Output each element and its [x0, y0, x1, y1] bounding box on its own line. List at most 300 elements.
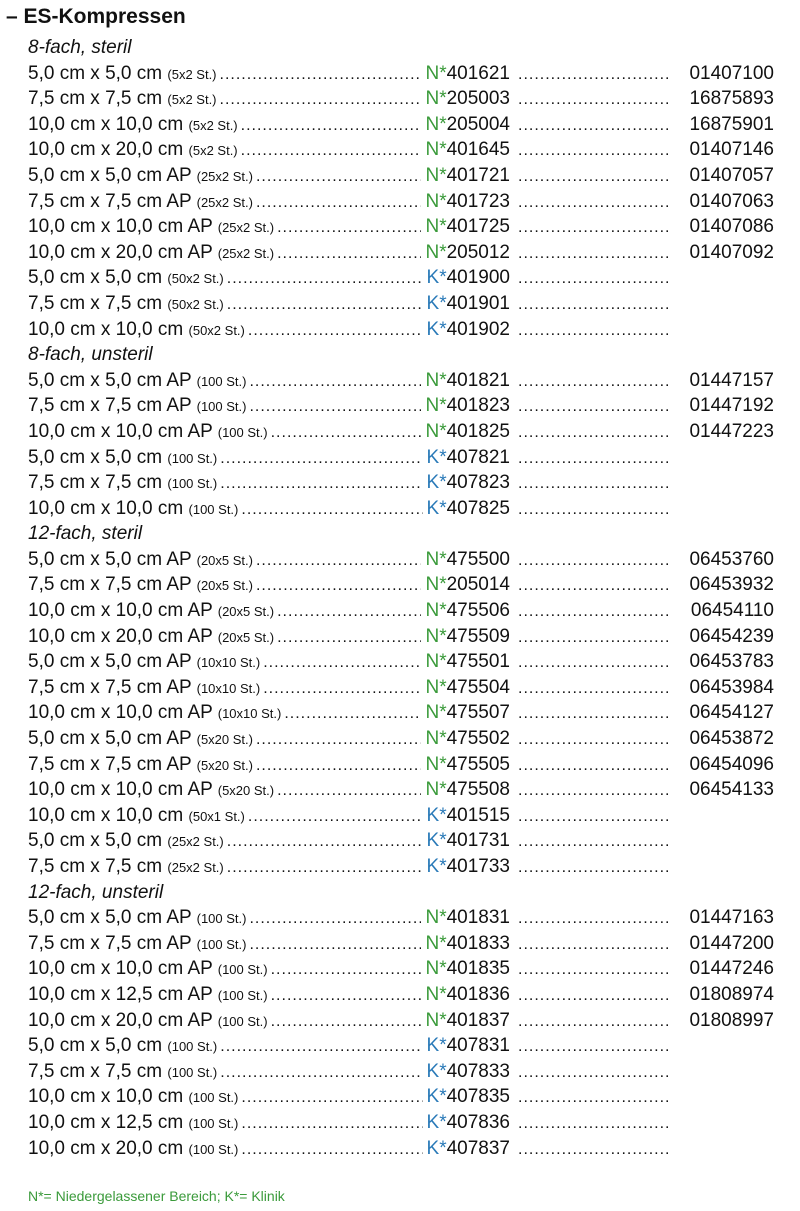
product-size: 10,0 cm x 10,0 cm	[28, 318, 184, 340]
pzn-number: 01407057	[689, 164, 774, 186]
article-prefix: N*	[425, 1009, 447, 1031]
article-prefix: K*	[426, 1111, 447, 1133]
product-description	[28, 240, 274, 267]
article-code	[425, 624, 510, 650]
product-size: 5,0 cm x 5,0 cm AP	[28, 651, 192, 673]
dot-leader	[249, 932, 421, 958]
pack-quantity: (100 St.)	[196, 911, 247, 927]
article-prefix: N*	[425, 369, 447, 391]
article-prefix: K*	[426, 830, 447, 852]
dot-leader	[248, 318, 423, 344]
article-number: 401725	[446, 216, 510, 238]
article-code	[425, 752, 510, 778]
product-description	[28, 445, 217, 472]
article-prefix: N*	[425, 574, 447, 596]
product-size: 7,5 cm x 7,5 cm	[28, 856, 163, 877]
product-size: 10,0 cm x 12,5 cm AP	[28, 983, 213, 1005]
article-number: 401900	[446, 267, 510, 289]
legend-footnote: N*= Niedergelassener Bereich; K*= Klinik	[28, 1188, 285, 1204]
article-number: 401902	[446, 318, 510, 340]
dot-leader	[220, 471, 422, 497]
pack-quantity: (100 St.)	[217, 424, 268, 440]
article-number: 475506	[446, 600, 510, 622]
product-size: 5,0 cm x 5,0 cm	[28, 1035, 163, 1057]
article-code	[425, 700, 510, 726]
dot-leader	[220, 1034, 422, 1060]
product-size: 7,5 cm x 7,5 cm	[28, 88, 163, 110]
product-size: 5,0 cm x 5,0 cm AP	[28, 548, 192, 570]
product-description	[28, 624, 274, 651]
pack-quantity: (25x2 St.)	[196, 168, 253, 184]
article-prefix: N*	[425, 113, 447, 135]
product-row	[28, 1084, 774, 1110]
article-prefix: N*	[425, 779, 447, 801]
article-code	[425, 905, 510, 931]
dot-leader	[518, 113, 670, 139]
product-description	[28, 547, 253, 574]
dot-leader	[277, 625, 421, 651]
product-row	[28, 624, 774, 650]
product-size: 5,0 cm x 5,0 cm AP	[28, 369, 192, 391]
dot-leader	[227, 292, 423, 318]
article-number: 475504	[446, 676, 510, 698]
article-number: 401836	[446, 983, 510, 1005]
product-description	[28, 1084, 238, 1111]
pzn-number: 16875901	[689, 113, 774, 135]
product-row	[28, 470, 774, 496]
product-description	[28, 854, 224, 881]
article-code	[425, 86, 510, 112]
article-number: 401837	[446, 1009, 510, 1031]
product-size: 7,5 cm x 7,5 cm AP	[28, 190, 192, 212]
article-number: 205003	[446, 88, 510, 110]
article-code	[425, 419, 510, 445]
product-size: 5,0 cm x 5,0 cm AP	[28, 907, 192, 929]
article-number: 475508	[446, 779, 510, 801]
dot-leader	[518, 266, 670, 292]
article-number: 401515	[446, 804, 510, 826]
product-row	[28, 137, 774, 163]
article-number: 407831	[446, 1035, 510, 1057]
product-description	[28, 649, 260, 676]
dot-leader	[256, 753, 422, 779]
product-row	[28, 752, 774, 778]
dot-leader	[518, 548, 670, 574]
article-prefix: K*	[426, 267, 447, 289]
product-description	[28, 1136, 238, 1163]
pack-quantity: (20x5 St.)	[196, 552, 253, 568]
pack-quantity: (5x2 St.)	[167, 92, 217, 108]
article-code	[425, 649, 510, 675]
pzn-number: 01447163	[689, 907, 774, 929]
product-row	[28, 675, 774, 701]
article-number: 407836	[446, 1111, 510, 1133]
product-description	[28, 956, 268, 983]
dot-leader	[518, 241, 670, 267]
product-size: 10,0 cm x 10,0 cm AP	[28, 420, 213, 442]
product-size: 7,5 cm x 7,5 cm AP	[28, 753, 192, 775]
article-code	[425, 547, 510, 573]
dot-leader	[227, 266, 423, 292]
article-code	[427, 1110, 510, 1136]
article-prefix: K*	[426, 472, 447, 494]
article-prefix: K*	[426, 804, 447, 826]
article-number: 475501	[446, 651, 510, 673]
pack-quantity: (100 St.)	[196, 399, 247, 415]
article-number: 475505	[446, 753, 510, 775]
pack-quantity: (100 St.)	[188, 501, 239, 517]
product-row	[28, 547, 774, 573]
product-description	[28, 803, 245, 830]
product-row	[28, 445, 774, 471]
product-size: 10,0 cm x 20,0 cm	[28, 139, 184, 161]
article-code	[425, 675, 510, 701]
product-size: 10,0 cm x 10,0 cm	[28, 1086, 184, 1108]
product-row	[28, 368, 774, 394]
pack-quantity: (100 St.)	[167, 450, 218, 466]
article-number: 407837	[446, 1137, 510, 1159]
pack-quantity: (100 St.)	[196, 373, 247, 389]
article-number: 401823	[446, 395, 510, 417]
pack-quantity: (100 St.)	[167, 1064, 218, 1080]
article-code	[425, 1008, 510, 1034]
product-description	[28, 1059, 217, 1086]
product-list	[28, 35, 774, 1161]
dot-leader	[271, 420, 422, 446]
article-prefix: N*	[425, 676, 447, 698]
dot-leader	[277, 215, 421, 241]
product-size: 7,5 cm x 7,5 cm	[28, 472, 163, 494]
product-size: 10,0 cm x 20,0 cm AP	[28, 1009, 213, 1031]
product-row	[28, 956, 774, 982]
product-row	[28, 649, 774, 675]
article-code	[425, 368, 510, 394]
product-description	[28, 470, 217, 497]
pack-quantity: (5x20 St.)	[217, 783, 275, 799]
product-size: 5,0 cm x 5,0 cm AP	[28, 164, 192, 186]
article-prefix: K*	[426, 497, 447, 519]
pack-quantity: (100 St.)	[188, 1115, 239, 1131]
product-row	[28, 1059, 774, 1085]
dot-leader	[518, 497, 670, 523]
dot-leader	[518, 906, 670, 932]
dot-leader	[518, 932, 670, 958]
dot-leader	[518, 599, 670, 625]
dot-leader	[271, 957, 422, 983]
article-code	[425, 137, 510, 163]
product-row	[28, 1033, 774, 1059]
article-code	[427, 1084, 510, 1110]
article-code	[425, 393, 510, 419]
pzn-number: 01808997	[689, 1009, 774, 1031]
product-size: 10,0 cm x 20,0 cm AP	[28, 241, 213, 263]
dot-leader	[277, 778, 421, 804]
article-number: 401731	[446, 830, 510, 852]
pzn-number: 01447192	[689, 395, 774, 417]
product-size: 7,5 cm x 7,5 cm AP	[28, 676, 192, 698]
pzn-number: 16875893	[689, 88, 774, 110]
dot-leader	[256, 190, 422, 216]
product-row	[28, 240, 774, 266]
article-number: 401723	[446, 190, 510, 212]
article-prefix: N*	[425, 216, 447, 238]
product-size: 10,0 cm x 10,0 cm	[28, 497, 184, 519]
pack-quantity: (50x2 St.)	[167, 296, 224, 312]
product-description	[28, 393, 246, 420]
article-code	[427, 317, 510, 343]
article-prefix: N*	[425, 600, 447, 622]
article-prefix: K*	[426, 1035, 447, 1057]
product-description	[28, 1008, 268, 1035]
product-row	[28, 1008, 774, 1034]
pzn-number: 06453872	[689, 728, 774, 750]
dot-leader	[518, 753, 670, 779]
page-heading: – ES-Kompressen	[6, 5, 186, 28]
product-description	[28, 675, 260, 702]
article-prefix: N*	[425, 932, 447, 954]
product-row	[28, 726, 774, 752]
article-number: 205012	[446, 241, 510, 263]
dot-leader	[256, 548, 422, 574]
product-row	[28, 496, 774, 522]
dot-leader	[256, 164, 422, 190]
dot-leader	[518, 778, 670, 804]
dot-leader	[518, 471, 670, 497]
product-description	[28, 931, 246, 958]
article-number: 401901	[446, 292, 510, 314]
dot-leader	[284, 701, 421, 727]
pack-quantity: (25x2 St.)	[217, 220, 275, 236]
pack-quantity: (100 St.)	[217, 1013, 268, 1029]
pzn-number: 06454133	[689, 779, 774, 801]
dot-leader	[518, 676, 670, 702]
pzn-number: 01407086	[689, 216, 774, 238]
product-size: 7,5 cm x 7,5 cm AP	[28, 395, 192, 417]
article-prefix: N*	[425, 164, 447, 186]
pack-quantity: (25x2 St.)	[217, 245, 275, 261]
article-prefix: N*	[425, 420, 447, 442]
article-prefix: K*	[426, 1137, 447, 1159]
article-code	[425, 982, 510, 1008]
dot-leader	[518, 1034, 670, 1060]
dot-leader	[518, 215, 670, 241]
pzn-number: 06454239	[689, 625, 774, 647]
article-prefix: N*	[425, 241, 447, 263]
pack-quantity: (5x2 St.)	[188, 143, 238, 159]
article-prefix: K*	[426, 446, 447, 468]
pzn-number: 01447223	[689, 420, 774, 442]
product-size: 10,0 cm x 12,5 cm	[28, 1111, 184, 1133]
product-size: 7,5 cm x 7,5 cm AP	[28, 574, 192, 596]
product-description	[28, 905, 246, 932]
product-description	[28, 598, 274, 625]
product-size: 10,0 cm x 10,0 cm AP	[28, 958, 213, 980]
product-row	[28, 982, 774, 1008]
product-row	[28, 189, 774, 215]
article-code	[427, 470, 510, 496]
pzn-number: 01447157	[689, 369, 774, 391]
dot-leader	[249, 906, 421, 932]
article-code	[425, 61, 510, 87]
dot-leader	[220, 87, 422, 113]
product-description	[28, 214, 274, 241]
dot-leader	[518, 420, 670, 446]
product-row	[28, 803, 774, 829]
product-description	[28, 1110, 238, 1137]
article-number: 475500	[446, 548, 510, 570]
dot-leader	[518, 138, 670, 164]
product-row	[28, 291, 774, 317]
product-size: 10,0 cm x 20,0 cm	[28, 1137, 184, 1159]
product-row	[28, 1110, 774, 1136]
dot-leader	[518, 292, 670, 318]
product-row	[28, 86, 774, 112]
article-prefix: K*	[426, 856, 447, 877]
product-description	[28, 752, 253, 779]
article-code	[427, 1136, 510, 1162]
dot-leader	[227, 855, 423, 881]
article-number: 475509	[446, 625, 510, 647]
pack-quantity: (100 St.)	[167, 1039, 218, 1055]
article-prefix: N*	[425, 88, 447, 110]
article-number: 401721	[446, 164, 510, 186]
dot-leader	[277, 241, 421, 267]
dot-leader	[271, 983, 422, 1009]
dot-leader	[256, 573, 422, 599]
article-number: 475502	[446, 728, 510, 750]
product-row	[28, 828, 774, 854]
article-number: 407821	[446, 446, 510, 468]
product-row	[28, 854, 774, 880]
article-prefix: N*	[425, 702, 447, 724]
product-row	[28, 265, 774, 291]
product-description	[28, 982, 268, 1009]
product-description	[28, 496, 238, 523]
article-number: 407823	[446, 472, 510, 494]
article-code	[427, 803, 510, 829]
dot-leader	[271, 1009, 422, 1035]
pzn-number: 06454127	[689, 702, 774, 724]
product-size: 10,0 cm x 10,0 cm AP	[28, 600, 213, 622]
product-description	[28, 112, 238, 139]
article-code	[427, 1059, 510, 1085]
product-size: 10,0 cm x 20,0 cm AP	[28, 625, 213, 647]
article-number: 407833	[446, 1060, 510, 1082]
pack-quantity: (10x10 St.)	[196, 680, 261, 696]
article-prefix: N*	[425, 139, 447, 161]
product-row	[28, 700, 774, 726]
article-prefix: K*	[426, 318, 447, 340]
dot-leader	[277, 599, 421, 625]
pzn-number: 06453760	[689, 548, 774, 570]
pack-quantity: (50x2 St.)	[188, 322, 245, 338]
article-number: 401835	[446, 958, 510, 980]
article-number: 401825	[446, 420, 510, 442]
product-description	[28, 419, 268, 446]
article-number: 401833	[446, 932, 510, 954]
pzn-number: 01407063	[689, 190, 774, 212]
product-description	[28, 726, 253, 753]
pack-quantity: (5x2 St.)	[167, 66, 217, 82]
pzn-number: 06453984	[689, 676, 774, 698]
dot-leader	[518, 1137, 670, 1163]
pzn-number: 06454110	[690, 600, 774, 622]
pzn-number: 01808974	[689, 983, 774, 1005]
article-number: 475507	[446, 702, 510, 724]
product-row	[28, 112, 774, 138]
article-code	[425, 777, 510, 803]
article-number: 401733	[446, 856, 510, 877]
dot-leader	[241, 1085, 422, 1111]
article-code	[425, 931, 510, 957]
pack-quantity: (50x2 St.)	[167, 271, 224, 287]
article-code	[427, 1033, 510, 1059]
pack-quantity: (5x20 St.)	[196, 757, 253, 773]
product-description	[28, 317, 245, 344]
product-row	[28, 905, 774, 931]
pack-quantity: (50x1 St.)	[188, 808, 245, 824]
pzn-number: 01407100	[689, 62, 774, 84]
article-prefix: K*	[426, 292, 447, 314]
dot-leader	[518, 983, 670, 1009]
article-code	[425, 240, 510, 266]
product-size: 10,0 cm x 10,0 cm AP	[28, 216, 213, 238]
section-title: 8-fach, unsteril	[28, 344, 153, 366]
dot-leader	[241, 1111, 422, 1137]
product-description	[28, 291, 224, 318]
article-number: 205004	[446, 113, 510, 135]
dot-leader	[241, 138, 422, 164]
dot-leader	[518, 190, 670, 216]
dot-leader	[518, 87, 670, 113]
dot-leader	[263, 650, 421, 676]
product-row	[28, 61, 774, 87]
article-number: 401621	[446, 62, 510, 84]
article-number: 401645	[446, 139, 510, 161]
dot-leader	[518, 727, 670, 753]
product-size: 7,5 cm x 7,5 cm	[28, 292, 163, 314]
article-prefix: N*	[425, 907, 447, 929]
section-title: 8-fach, steril	[28, 37, 132, 58]
product-row	[28, 598, 774, 624]
article-code	[425, 189, 510, 215]
pack-quantity: (100 St.)	[217, 962, 268, 978]
pack-quantity: (10x10 St.)	[217, 706, 282, 722]
pack-quantity: (5x2 St.)	[188, 117, 238, 133]
dot-leader	[518, 1111, 670, 1137]
dot-leader	[518, 829, 670, 855]
article-number: 205014	[446, 574, 510, 596]
product-description	[28, 777, 274, 804]
product-row	[28, 572, 774, 598]
product-row	[28, 1136, 774, 1162]
pzn-number: 06453783	[689, 651, 774, 673]
dot-leader	[248, 804, 423, 830]
pack-quantity: (100 St.)	[196, 936, 247, 952]
product-size: 5,0 cm x 5,0 cm	[28, 446, 163, 468]
dot-leader	[249, 394, 421, 420]
article-number: 407825	[446, 497, 510, 519]
article-code	[425, 726, 510, 752]
pack-quantity: (5x20 St.)	[196, 732, 253, 748]
article-prefix: N*	[425, 625, 447, 647]
pack-quantity: (100 St.)	[188, 1090, 239, 1106]
article-number: 401831	[446, 907, 510, 929]
product-size: 5,0 cm x 5,0 cm AP	[28, 728, 192, 750]
article-code	[425, 956, 510, 982]
dot-leader	[518, 1085, 670, 1111]
article-code	[425, 598, 510, 624]
